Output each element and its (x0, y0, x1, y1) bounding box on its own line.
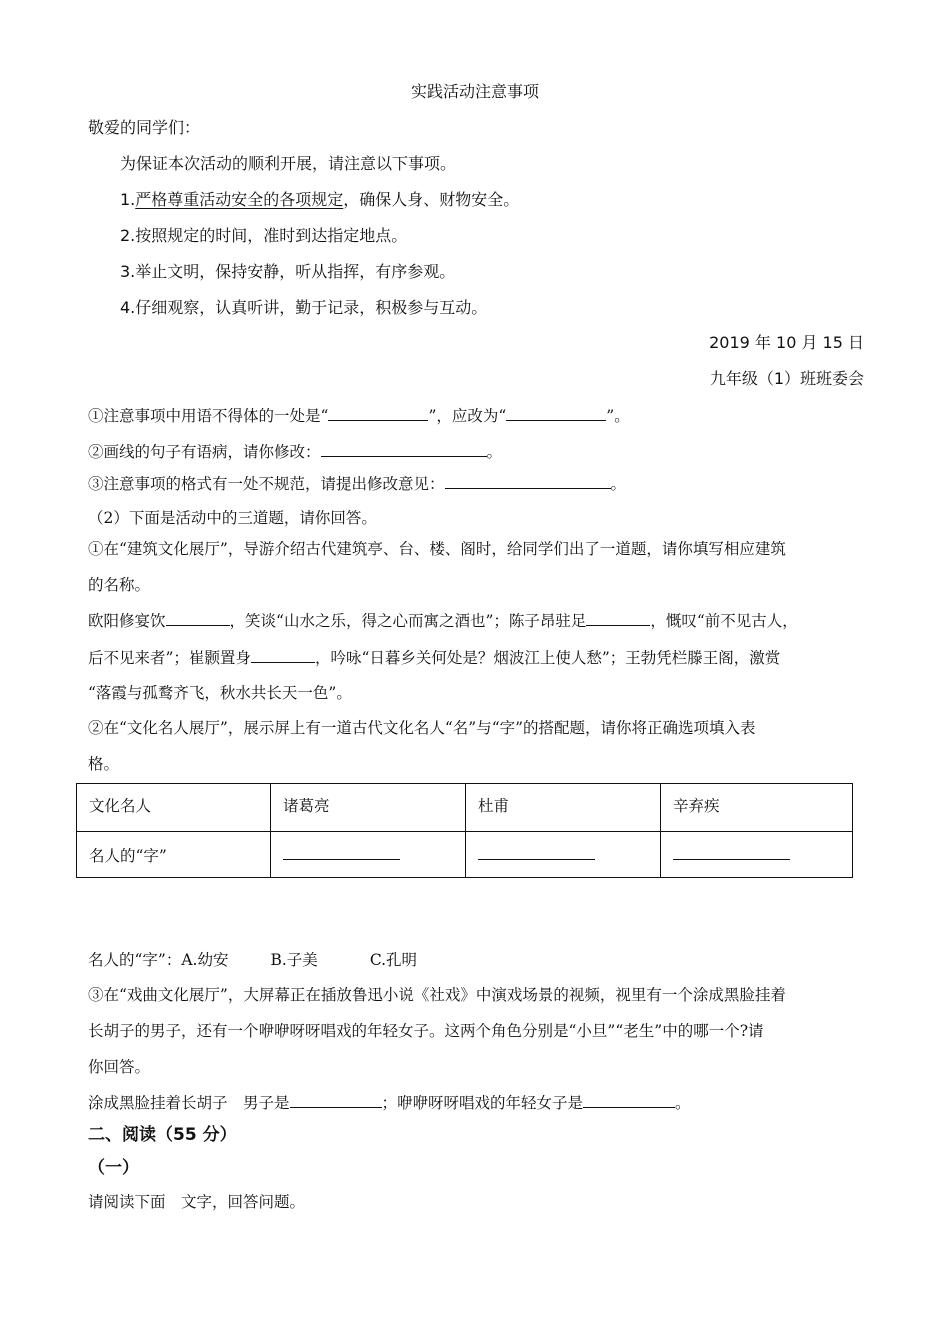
celebrity-question-line-1: ②在“文化名人展厅”，展示屏上有一道古代文化名人“名”与“字”的搭配题，请你将正确选项填入表 (88, 719, 756, 737)
question-2 (88, 441, 502, 462)
fill-blank-3[interactable] (251, 647, 315, 663)
table-header-cell: 文化名人 (77, 784, 271, 832)
architecture-question-line-2: 的名称。 (88, 576, 151, 594)
notice-greeting: 敬爱的同学们： (88, 118, 201, 137)
fill-line-1 (88, 610, 798, 631)
table-answer-cell (661, 832, 853, 878)
fill-blank-1[interactable] (166, 610, 230, 626)
notice-item-3: 3.举止文明，保持安静，听从指挥，有序参观。 (120, 262, 456, 281)
fill-blank-2[interactable] (586, 610, 650, 626)
table-header-row (77, 784, 853, 832)
table-row (77, 832, 853, 878)
section-2-instruction: 请阅读下面 文字，回答问题。 (88, 1193, 306, 1211)
answer-blank[interactable] (673, 845, 790, 860)
name-courtesy-table (76, 783, 853, 878)
fill1-text-b: ，笑谈“山水之乐，得之心而寓之酒也”；陈子昂驻足 (229, 612, 587, 630)
table-header-cell: 杜甫 (466, 784, 661, 832)
q1-text-c: ”。 (606, 407, 630, 425)
item-1-underlined-sentence: 严格尊重活动安全的各项规定 (135, 190, 344, 209)
notice-title: 实践活动注意事项 (410, 82, 539, 101)
notice-item-2: 2.按照规定的时间，准时到达指定地点。 (120, 226, 408, 245)
opera-ans-text-a: 涂成黑脸挂着长胡子 男子是 (88, 1094, 290, 1112)
table-answer-cell (271, 832, 466, 878)
q3-blank[interactable] (445, 473, 611, 489)
q2-text-b: 。 (486, 443, 503, 461)
answer-blank[interactable] (283, 845, 400, 860)
q2-blank[interactable] (321, 441, 487, 457)
options-line (88, 950, 417, 970)
options-label: 名人的“字”： (88, 951, 182, 969)
opera-ans-text-c: 。 (675, 1094, 691, 1112)
answer-blank[interactable] (478, 845, 595, 860)
question-3 (88, 473, 626, 494)
fill1-text-c: ，慨叹“前不见古人， (650, 612, 798, 630)
table-header-cell: 诸葛亮 (271, 784, 466, 832)
opera-ans-text-b: ；咿咿呀呀唱戏的年轻女子是 (381, 1094, 584, 1112)
notice-date: 2019 年 10 月 15 日 (709, 333, 864, 352)
q3-text-b: 。 (610, 475, 627, 493)
q1-text-b: ”，应改为“ (428, 407, 507, 425)
item-1-prefix: 1. (120, 190, 136, 209)
opera-question-line-2: 长胡子的男子，还有一个咿咿呀呀唱戏的年轻女子。这两个角色分别是“小旦”“老生”中的哪一个?请 (88, 1022, 764, 1040)
opera-question-line-1: ③在“戏曲文化展厅”，大屏幕正在插放鲁迅小说《社戏》中演戏场景的视频，视里有一个涂成黑脸挂着 (88, 986, 786, 1004)
fill2-text-a: 后不见来者”；崔颢置身 (88, 649, 251, 667)
fill-line-3: “落霞与孤鹜齐飞，秋水共长天一色”。 (88, 684, 352, 702)
notice-intro: 为保证本次活动的顺利开展，请注意以下事项。 (120, 154, 457, 173)
section-2-heading: 二、阅读（55 分） (88, 1125, 237, 1145)
q2-text-a: ②画线的句子有语病，请你修改： (88, 443, 321, 461)
table-row-label: 名人的“字” (77, 832, 271, 878)
q1-text-a: ①注意事项中用语不得体的一处是“ (88, 407, 329, 425)
item-1-suffix: ，确保人身、财物安全。 (343, 190, 520, 209)
notice-signature: 九年级（1）班班委会 (709, 369, 864, 388)
q1-blank-1[interactable] (328, 405, 428, 421)
opera-answer-line (88, 1092, 691, 1113)
question-1 (88, 405, 630, 426)
option-a: A.幼安 (181, 951, 229, 969)
part-2-intro: （2）下面是活动中的三道题，请你回答。 (88, 509, 377, 527)
table-answer-cell (466, 832, 661, 878)
notice-item-4: 4.仔细观察，认真听讲，勤于记录，积极参与互动。 (120, 298, 488, 317)
section-2-subheading: （一） (88, 1158, 139, 1178)
opera-blank-2[interactable] (583, 1092, 675, 1108)
opera-blank-1[interactable] (290, 1092, 382, 1108)
option-c: C.孔明 (369, 951, 418, 969)
notice-item-1 (120, 190, 519, 210)
q1-blank-2[interactable] (506, 405, 606, 421)
fill2-text-b: ，吟咏“日暮乡关何处是？烟波江上使人愁”；王勃凭栏滕王阁，激赏 (314, 649, 781, 667)
celebrity-question-line-2: 格。 (88, 755, 120, 773)
architecture-question-line-1: ①在“建筑文化展厅”，导游介绍古代建筑亭、台、楼、阁时，给同学们出了一道题，请你填写相应建筑 (88, 540, 786, 558)
fill1-text-a: 欧阳修宴饮 (88, 612, 166, 630)
q3-text-a: ③注意事项的格式有一处不规范，请提出修改意见： (88, 475, 445, 493)
opera-question-line-3: 你回答。 (88, 1058, 151, 1076)
option-b: B.子美 (270, 951, 318, 969)
table-header-cell: 辛弃疾 (661, 784, 853, 832)
fill-line-2 (88, 647, 780, 668)
